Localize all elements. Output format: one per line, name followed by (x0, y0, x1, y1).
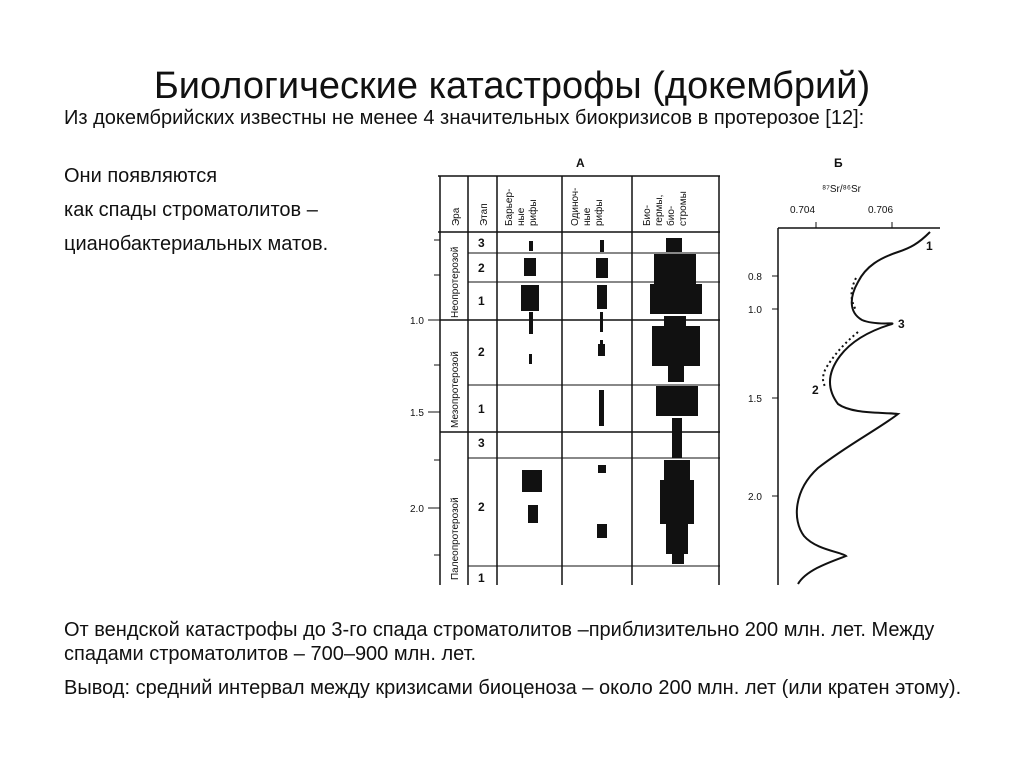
stage-label: 3 (478, 236, 485, 250)
curve-label-2: 2 (812, 383, 819, 397)
column-header-era: Эра (451, 207, 462, 226)
b-age-tick-1-0: 1.0 (748, 305, 762, 316)
panel-a-label: А (576, 156, 585, 170)
stage-label: 2 (478, 345, 485, 359)
stage-label: 3 (478, 436, 485, 450)
b-age-tick-0-8: 0.8 (748, 272, 762, 283)
era-neoproterozoic: Неопротерозой (450, 246, 461, 318)
curve-label-1: 1 (926, 239, 933, 253)
curve-label-3: 3 (898, 317, 905, 331)
b-age-tick-1-5: 1.5 (748, 394, 762, 405)
sr-tick-0-704: 0.704 (790, 205, 816, 216)
stage-label: 2 (478, 500, 485, 514)
single-reef-marks (596, 240, 608, 538)
column-header-single-3: рифы (594, 199, 605, 226)
age-tick-2-0: 2.0 (410, 504, 424, 515)
column-header-single-1: Одиноч- (570, 187, 581, 226)
column-header-bioherms-1: Био- (642, 204, 653, 226)
b-age-tick-2-0: 2.0 (748, 492, 762, 503)
stage-label: 1 (478, 294, 485, 308)
column-header-barrier-1: Барьер- (504, 188, 515, 226)
sr-isotope-curve (797, 232, 930, 584)
era-mesoproterozoic: Мезопротерозой (450, 351, 461, 428)
interval-paragraph: От вендской катастрофы до 3-го спада строматолитов –приблизительно 200 млн. лет. Между спадами строматолитов – 700–900 млн. лет. (64, 619, 935, 665)
stage-label: 1 (478, 571, 485, 585)
column-header-bioherms-3: био- (666, 205, 677, 226)
text-line-1: Они появляются (64, 165, 218, 187)
conclusion-paragraph: Вывод: средний интервал между кризисами биоценоза – около 200 млн. лет (или кратен этому). (64, 677, 962, 699)
column-header-bioherms-4: стромы (678, 191, 689, 226)
stage-label: 1 (478, 402, 485, 416)
column-header-barrier-2: ные (516, 207, 527, 226)
age-tick-1-5: 1.5 (410, 408, 424, 419)
bioherm-marks (650, 238, 702, 564)
column-header-stage: Этап (479, 203, 490, 226)
sr-axis-label: ⁸⁷Sr/⁸⁶Sr (822, 184, 861, 195)
text-line-2: как спады строматолитов – (64, 199, 318, 221)
age-tick-1-0: 1.0 (410, 316, 424, 327)
sr-tick-0-706: 0.706 (868, 205, 894, 216)
column-header-bioherms-2: гермы, (654, 194, 665, 226)
column-header-single-2: ные (582, 207, 593, 226)
column-header-barrier-3: рифы (528, 199, 539, 226)
barrier-reef-marks (521, 241, 542, 523)
sr-dotted-segment (823, 332, 858, 388)
stage-label: 2 (478, 261, 485, 275)
intro-paragraph: Из докембрийских известны не менее 4 значительных биокризисов в протерозое [12]: (64, 107, 865, 129)
panel-b-label: Б (834, 156, 843, 170)
slide-title: Биологические катастрофы (докембрий) (153, 65, 871, 108)
text-line-3: цианобактериальных матов. (64, 233, 329, 255)
era-paleoproterozoic: Палеопротерозой (450, 497, 461, 580)
